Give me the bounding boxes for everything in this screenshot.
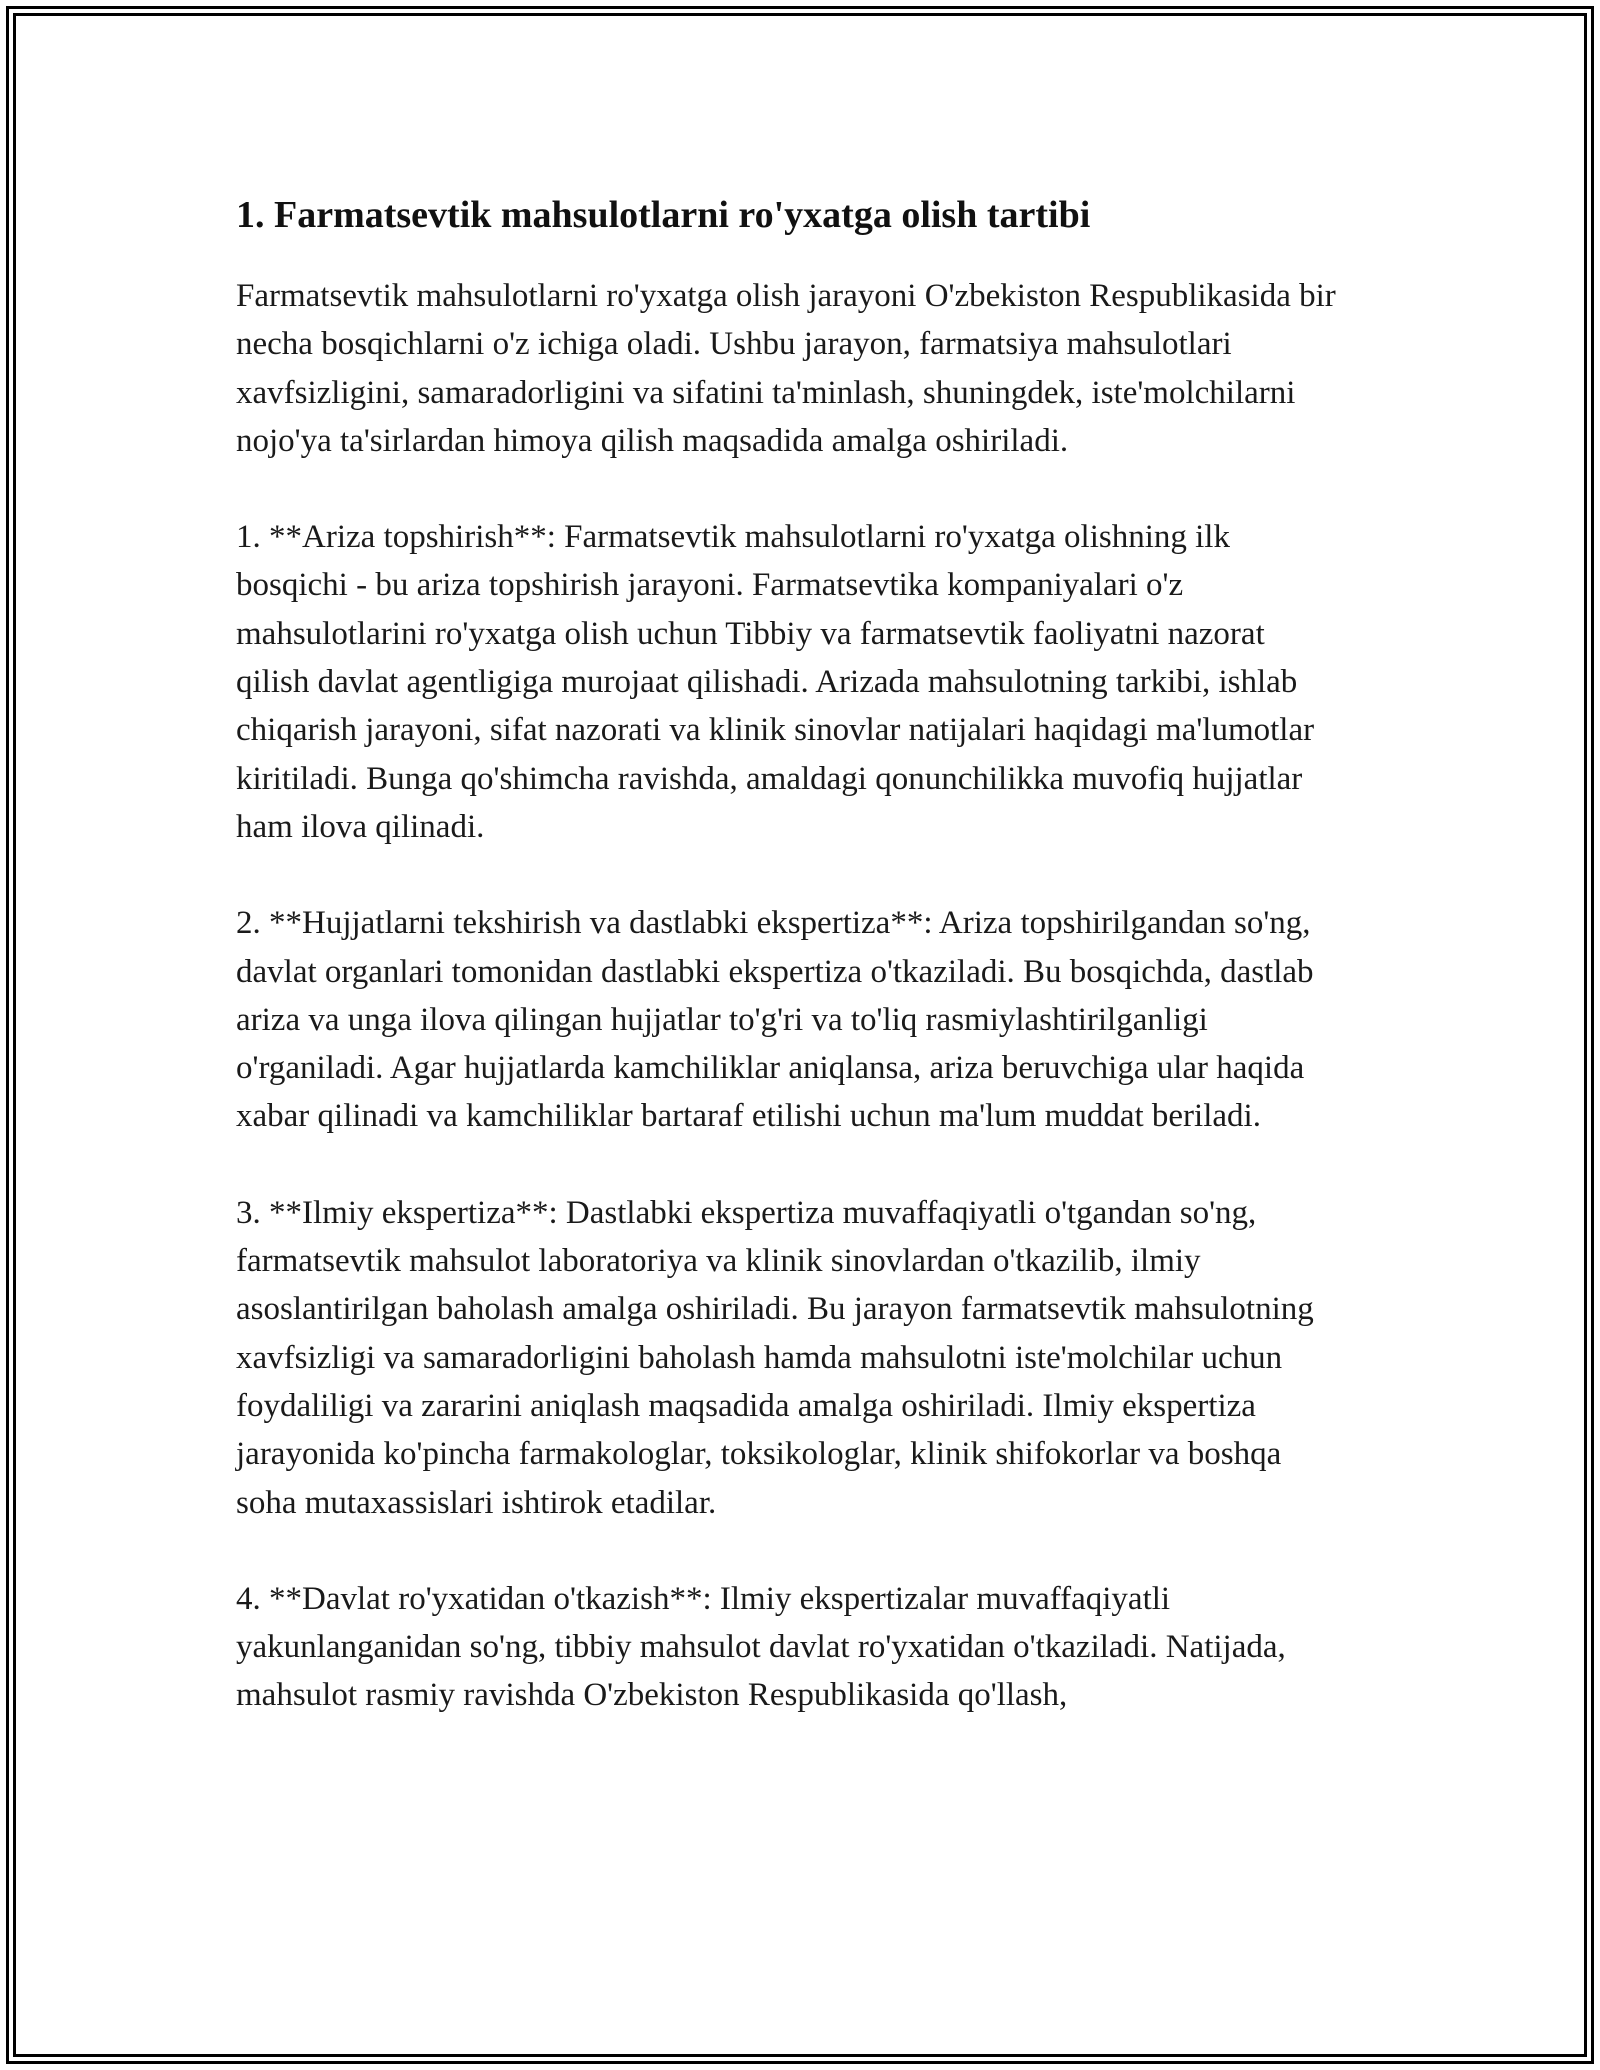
document-body (236, 182, 1346, 1768)
intro-paragraph: Farmatsevtik mahsulotlarni ro'yxatga olish jarayoni O'zbekiston Respublikasida bir necha bosqichlarni o'z ichiga oladi. Ushbu jarayon, farmatsiya mahsulotlari xavfsizligini, samaradorligini va sifatini ta'minlash, shuningdek, iste'molchilarni nojo'ya ta'sirlardan himoya qilish maqsadida amalga oshiriladi. (236, 278, 1336, 459)
step-4-paragraph: 4. **Davlat ro'yxatidan o'tkazish**: Ilmiy ekspertizalar muvaffaqiyatli yakunlanganidan so'ng, tibbiy mahsulot davlat ro'yxatidan o'tkaziladi. Natijada, mahsulot rasmiy ravishda O'zbekiston Respublikasida qo'llash, (236, 1580, 1286, 1714)
step-2-paragraph: 2. **Hujjatlarni tekshirish va dastlabki ekspertiza**: Ariza topshirilgandan so'ng, davlat organlari tomonidan dastlabki ekspertiza o'tkaziladi. Bu bosqichda, dastlab ariza va unga ilova qilingan hujjatlar to'g'ri va to'liq rasmiylashtirilganligi o'rganiladi. Agar hujjatlarda kamchiliklar aniqlansa, ariza beruvchiga ular haqida xabar qilinadi va kamchiliklar bartaraf etilishi uchun ma'lum muddat beriladi. (236, 905, 1314, 1135)
step-1-paragraph: 1. **Ariza topshirish**: Farmatsevtik mahsulotlarni ro'yxatga olishning ilk bosqichi - bu ariza topshirish jarayoni. Farmatsevtika kompaniyalari o'z mahsulotlarini ro'yxatga olish uchun Tibbiy va farmatsevtik faoliyatni nazorat qilish davlat agentligiga murojaat qilishadi. Arizada mahsulotning tarkibi, ishlab chiqarish jarayoni, sifat nazorati va klinik sinovlar natijalari haqidagi ma'lumotlar kiritiladi. Bunga qo'shimcha ravishda, amaldagi qonunchilikka muvofiq hujjatlar ham ilova qilinadi. (236, 519, 1315, 845)
step-3-paragraph: 3. **Ilmiy ekspertiza**: Dastlabki ekspertiza muvaffaqiyatli o'tgandan so'ng, farmatsevtik mahsulot laboratoriya va klinik sinovlardan o'tkazilib, ilmiy asoslantirilgan baholash amalga oshiriladi. Bu jarayon farmatsevtik mahsulotning xavfsizligi va samaradorligini baholash hamda mahsulotni iste'molchilar uchun foydaliligi va zararini aniqlash maqsadida amalga oshiriladi. Ilmiy ekspertiza jarayonida ko'pincha farmakologlar, toksikologlar, klinik shifokorlar va boshqa soha mutaxassislari ishtirok etadilar. (236, 1194, 1314, 1521)
section-heading: 1. Farmatsevtik mahsulotlarni ro'yxatga olish tartibi (236, 194, 1091, 236)
